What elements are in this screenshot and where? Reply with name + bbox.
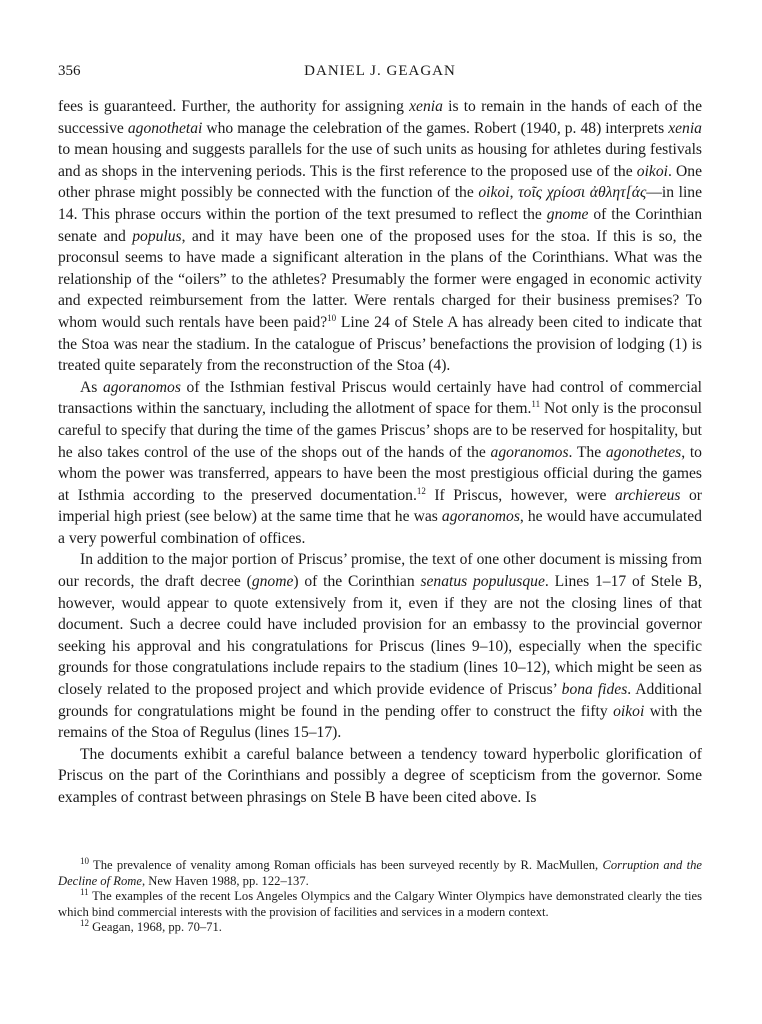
footnote-ref: 10 (327, 312, 337, 323)
footnote-ref: 12 (416, 485, 426, 496)
italic-term: gnome (251, 573, 294, 591)
italic-term: xenia (668, 119, 702, 137)
footnote-ref: 12 (80, 918, 89, 929)
italic-term: senatus populusque (420, 573, 545, 591)
footnote: $^{10}$ The prevalence of venality among Roman officials has been surveyed recently by R. MacMullen, Corruption and the Decline of Rome, New Haven 1988, pp. 122–137. (58, 855, 702, 888)
paragraph: In addition to the major portion of Priscus’ promise, the text of one other document is missing from our records, the draft decree (gnome) of the Corinthian senatus populusque. Lines 1–17 of Stele B, however, would appear to quote extensively from it, even if they are not the closing lines of that document. Such a decree could have included provision for an embassy to the provincial governor seeking his approval and his congratulations for Priscus (lines 9–10), especially when the specific grounds for those congratulations include repairs to the stadium (lines 10–12), which might be seen as closely related to the proposed project and which provide evidence of Priscus’ bona fides. Additional grounds for congratulations might be found in the pending offer to construct the fifty oikoi with the remains of the Stoa of Regulus (lines 15–17). (58, 551, 703, 742)
paragraph: As agoranomos of the Isthmian festival Priscus would certainly have had control of commercial transactions within the sanctuary, including the allotment of space for them.$^{11}$ Not only is the proconsul careful to specify that during the time of the games Priscus’ shops are to be reserved for hospitality, but he also takes control of the use of the shops out of the hands of the agoranomos. The agonothetes, to whom the power was transferred, appears to have been the most prestigious official during the games at Isthmia according to the preserved documentation.$^{12}$ If Priscus, however, were archiereus or imperial high priest (see below) at the same time that he was agoranomos, he would have accumulated a very powerful combination of offices. (58, 378, 702, 547)
page-header (58, 63, 702, 83)
paragraph: The documents exhibit a careful balance between a tendency toward hyperbolic glorification of Priscus on the part of the Corinthians and possibly a degree of scepticism from the governor. Some examples of contrast between phrasings on Stele B have been cited above. Is (58, 745, 702, 806)
italic-term: agoranomos (102, 378, 181, 396)
italic-term: archiereus (614, 486, 681, 504)
page-number: 356 (58, 63, 81, 79)
italic-term: oikoi (636, 162, 668, 180)
running-head: DANIEL J. GEAGAN (304, 63, 456, 79)
italic-term: τοῖς χρίοσι ἀθλητ[άς (518, 184, 647, 202)
italic-term: oikoi (613, 702, 645, 720)
footnote-ref: 11 (531, 399, 541, 410)
italic-term: Corruption and the Decline of Rome (58, 858, 702, 888)
footnote: $^{12}$ Geagan, 1968, pp. 70–71. (80, 918, 222, 935)
body-text (58, 96, 702, 809)
italic-term: xenia (409, 98, 443, 115)
italic-term: agonothetes (605, 443, 682, 461)
italic-term: agoranomos (441, 508, 520, 526)
footnote-ref: 11 (80, 887, 89, 897)
italic-term: agoranomos (490, 443, 569, 461)
italic-term: gnome (546, 205, 589, 223)
footnote: $^{11}$ The examples of the recent Los Angeles Olympics and the Calgary Winter Olympics have demonstrated clearly the ties which bind commercial interests with the provision of facilities and services in a modern context. (58, 887, 702, 919)
italic-term: populus (132, 227, 182, 245)
footnote-ref: 10 (80, 855, 89, 866)
italic-term: bona fides (561, 681, 628, 699)
italic-term: agonothetai (127, 119, 203, 137)
footnotes (58, 855, 702, 936)
paragraph: fees is guaranteed. Further, the authority for assigning xenia is to remain in the hands of each of the successive agonothetai who manage the celebration of the games. Robert (1940, p. 48) interprets xenia to mean housing and suggests parallels for the use of such units as housing for athletes during festivals and as shops in the intervening periods. This is the first reference to the proposed use of the oikoi. One other phrase might possibly be connected with the function of the oikoi, τοῖς χρίοσι ἀθλητ[άς—in line 14. This phrase occurs within the portion of the text presumed to reflect the gnome of the Corinthian senate and populus, and it may have been one of the proposed uses for the stoa. If this is so, the proconsul seems to have made a significant alteration in the plans of the Corinthians. What was the relationship of the “oilers” to the athletes? Presumably the former were engaged in economic activity and expected reimbursement from the latter. Were rentals charged for their business premises? To whom would such rentals have been paid?$^{10}$ Line 24 of Stele A has already been cited to indicate that the Stoa was near the stadium. In the catalogue of Priscus’ benefactions the provision of lodging (1) is treated quite separately from the reconstruction of the Stoa (4). (58, 98, 703, 375)
italic-term: oikoi (478, 184, 510, 202)
